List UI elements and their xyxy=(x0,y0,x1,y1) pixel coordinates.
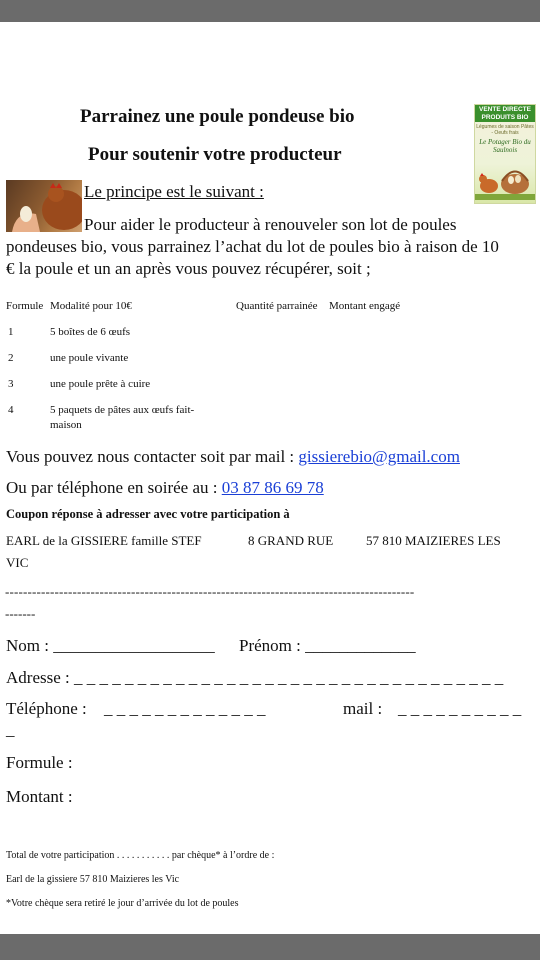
logo-subtitle: Légumes de saison Pâtes - Oeufs frais xyxy=(476,124,534,136)
table-row-num: 3 xyxy=(8,378,14,390)
footer-note: *Votre chèque sera retiré le jour d’arrivée du lot de poules xyxy=(6,898,239,909)
email-link[interactable]: gissierebio@gmail.com xyxy=(298,447,460,466)
address-street: 8 GRAND RUE xyxy=(248,533,334,548)
title-line-1: Parrainez une poule pondeuse bio xyxy=(80,106,355,127)
telephone-line[interactable]: _ _ _ _ _ _ _ _ _ _ _ _ _ xyxy=(104,699,266,718)
contact-phone-text: Ou par téléphone en soirée au : xyxy=(6,478,222,497)
intro-line-2: pondeuses bio, vous parrainez l’achat du lot de poules bio à raison de 10 xyxy=(6,237,499,256)
prenom-field[interactable] xyxy=(239,636,416,656)
table-row-num: 4 xyxy=(8,404,14,416)
prenom-label: Prénom : xyxy=(239,636,306,655)
formule-label[interactable]: Formule : xyxy=(6,753,73,772)
table-row-label: 5 boîtes de 6 œufs xyxy=(50,326,131,338)
phone-link[interactable]: 03 87 86 69 78 xyxy=(221,478,324,497)
bottom-bar xyxy=(0,934,540,960)
table-row-label: 5 paquets de pâtes aux œufs fait- xyxy=(50,404,195,416)
telephone-field[interactable] xyxy=(6,699,87,719)
top-bar xyxy=(0,0,540,22)
nom-field[interactable] xyxy=(6,636,215,656)
table-header-quantite: Quantité parrainée xyxy=(236,300,318,312)
mail-line-continued: _ xyxy=(6,720,15,739)
nom-line[interactable]: ___________________ xyxy=(53,636,215,655)
table-header-montant: Montant engagé xyxy=(329,300,401,312)
table-header-modalite: Modalité pour 10€ xyxy=(50,300,132,312)
hen-with-egg-photo xyxy=(6,180,82,232)
logo-brand: Le Potager Bio du Saulnois xyxy=(479,138,531,154)
intro-line-1: Pour aider le producteur à renouveler son lot de poules xyxy=(84,215,457,234)
nom-label: Nom : xyxy=(6,636,54,655)
adresse-line[interactable]: _ _ _ _ _ _ _ _ _ _ _ _ _ _ _ _ _ _ _ _ _ _ _ _ _ _ _ _ _ _ _ _ _ _ xyxy=(73,668,504,687)
table-row-label: une poule prête à cuire xyxy=(50,378,151,390)
table-header-formule: Formule xyxy=(6,300,44,312)
telephone-label: Téléphone : xyxy=(6,699,87,718)
footer-order: Earl de la gissiere 57 810 Maizieres les Vic xyxy=(6,874,180,885)
address-city-continued: VIC xyxy=(6,555,29,570)
mail-line[interactable]: _ _ _ _ _ _ _ _ _ _ xyxy=(398,699,522,718)
footer-total: Total de votre participation . . . . . . . . . . . par chèque* à l’ordre de : xyxy=(6,850,275,861)
adresse-label: Adresse : xyxy=(6,668,74,687)
intro-line-3: € la poule et un an après vous pouvez récupérer, soit ; xyxy=(6,259,371,278)
montant-label[interactable]: Montant : xyxy=(6,787,73,806)
principle-heading: Le principe est le suivant : xyxy=(84,182,264,201)
mail-label: mail : xyxy=(343,699,383,718)
title-line-2: Pour soutenir votre producteur xyxy=(88,144,342,165)
table-row-num: 2 xyxy=(8,352,14,364)
contact-mail-line xyxy=(6,446,460,468)
contact-phone-line xyxy=(6,477,324,499)
table-row-label-continued: maison xyxy=(50,419,82,431)
hen-egg-icon xyxy=(6,180,82,232)
cut-line: ------------------------------------------------------------------------------------------- xyxy=(5,584,415,599)
table-row-num: 1 xyxy=(8,326,14,338)
basket-hen-icon xyxy=(475,154,536,200)
adresse-field[interactable] xyxy=(6,668,503,688)
contact-mail-text: Vous pouvez nous contacter soit par mail : xyxy=(6,447,299,466)
table-row-label: une poule vivante xyxy=(50,352,129,364)
address-name: EARL de la GISSIERE famille STEF xyxy=(6,533,202,548)
producer-logo xyxy=(474,104,536,204)
address-city: 57 810 MAIZIERES LES xyxy=(366,533,501,548)
cut-line-continued: ------- xyxy=(5,606,36,621)
coupon-heading: Coupon réponse à adresser avec votre participation à xyxy=(6,507,290,521)
prenom-line[interactable]: _____________ xyxy=(305,636,416,655)
logo-header: VENTE DIRECTE PRODUITS BIO xyxy=(475,105,535,122)
